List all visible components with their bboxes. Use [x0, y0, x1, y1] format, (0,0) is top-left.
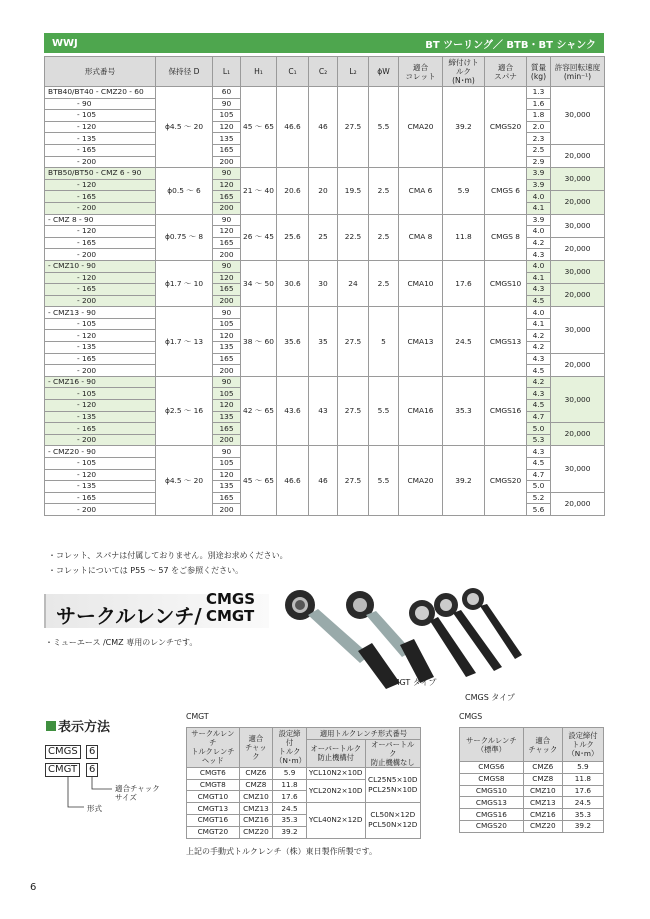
model-number-cell: - 200 — [45, 156, 156, 168]
model-number-cell: - 120 — [45, 121, 156, 133]
model-number-cell: - 200 — [45, 202, 156, 214]
collet-cell: CMA 6 — [399, 168, 443, 214]
model-number-cell: - 90 — [45, 98, 156, 110]
model-number-cell: - 165 — [45, 284, 156, 296]
label-type: 形式 — [87, 804, 102, 813]
cmgs-table-title: CMGS — [459, 712, 483, 721]
table-row — [187, 803, 421, 815]
mass-cell: 4.3 — [527, 353, 551, 365]
header-cell: 適合 コレット — [399, 57, 443, 87]
l1-cell: 105 — [213, 318, 241, 330]
clamp-range-cell: ϕ4.5 ～ 20 — [156, 446, 213, 516]
h1-cell: 42 ～ 65 — [241, 376, 277, 446]
rpm-cell: 30,000 — [551, 376, 605, 422]
c1-cell: 46.6 — [277, 446, 309, 516]
header-cell: 設定締付 トルク （N･m） — [273, 728, 307, 768]
model-number-cell: - CMZ16 - 90 — [45, 376, 156, 388]
header-cell: ϕW — [369, 57, 399, 87]
collet-cell: CMA 8 — [399, 214, 443, 260]
clamp-range-cell: ϕ2.5 ～ 16 — [156, 376, 213, 446]
cmgt-cell: CMGT13 — [187, 803, 240, 815]
table-row — [460, 820, 604, 832]
page-number: 6 — [30, 882, 37, 893]
mass-cell: 5.3 — [527, 434, 551, 446]
collet-cell: CMA16 — [399, 376, 443, 446]
clamp-range-cell: ϕ0.75 ～ 8 — [156, 214, 213, 260]
collet-cell: CMA20 — [399, 446, 443, 516]
cmgs-caption: CMGS タイプ — [465, 693, 515, 702]
cmgs-cell: CMZ6 — [523, 762, 562, 774]
c1-cell: 46.6 — [277, 87, 309, 168]
clamp-range-cell: ϕ4.5 ～ 20 — [156, 87, 213, 168]
mass-cell: 5.6 — [527, 504, 551, 516]
l1-cell: 135 — [213, 481, 241, 493]
rpm-cell: 30,000 — [551, 260, 605, 283]
rpm-cell: 30,000 — [551, 168, 605, 191]
l1-cell: 120 — [213, 272, 241, 284]
mass-cell: 4.2 — [527, 237, 551, 249]
model-number-cell: - CMZ 8 - 90 — [45, 214, 156, 226]
model-number-cell: - 120 — [45, 179, 156, 191]
mass-cell: 4.1 — [527, 202, 551, 214]
torque-cell: 11.8 — [443, 214, 485, 260]
l1-cell: 200 — [213, 202, 241, 214]
over-torque-cell: YCL10N2×10D — [306, 767, 365, 779]
cmgt-cell: 24.5 — [273, 803, 307, 815]
model-number-cell: - 200 — [45, 504, 156, 516]
section-title-codes — [206, 591, 255, 625]
l1-cell: 90 — [213, 98, 241, 110]
cmgs-cell: 35.3 — [562, 809, 603, 821]
cmgs-cell: CMZ16 — [523, 809, 562, 821]
cmgt-cell: CMZ6 — [239, 767, 273, 779]
model-number-cell: - 105 — [45, 110, 156, 122]
model-number-cell: - 105 — [45, 388, 156, 400]
model-number-cell: - 135 — [45, 342, 156, 354]
mass-cell: 4.3 — [527, 249, 551, 261]
header-cell: 適用トルクレンチ形式番号 — [306, 728, 420, 740]
cmgt-cell: 5.9 — [273, 767, 307, 779]
header-cell: サークルレンチ （標準） — [460, 728, 524, 762]
torque-cell: 17.6 — [443, 260, 485, 306]
l1-cell: 165 — [213, 237, 241, 249]
table-row — [460, 762, 604, 774]
model-number-cell: - 120 — [45, 226, 156, 238]
header-cell: オーバートルク 防止機構なし — [365, 739, 420, 767]
rpm-cell: 30,000 — [551, 446, 605, 492]
w-cell: 5 — [369, 307, 399, 377]
l1-cell: 90 — [213, 307, 241, 319]
model-number-cell: - 165 — [45, 191, 156, 203]
l1-cell: 165 — [213, 144, 241, 156]
l1-cell: 200 — [213, 504, 241, 516]
cmgs-table — [459, 727, 604, 833]
h1-cell: 26 ～ 45 — [241, 214, 277, 260]
c2-cell: 46 — [309, 446, 338, 516]
l2-cell: 27.5 — [338, 376, 369, 446]
mass-cell: 1.8 — [527, 110, 551, 122]
mass-cell: 4.7 — [527, 469, 551, 481]
header-row — [460, 728, 604, 762]
mass-cell: 4.0 — [527, 226, 551, 238]
header-cell: L₁ — [213, 57, 241, 87]
l1-cell: 165 — [213, 191, 241, 203]
model-number-cell: - 200 — [45, 365, 156, 377]
mass-cell: 4.3 — [527, 284, 551, 296]
mass-cell: 2.3 — [527, 133, 551, 145]
table-row — [460, 785, 604, 797]
table-row — [45, 168, 605, 180]
model-number-cell: - CMZ20 - 90 — [45, 446, 156, 458]
mass-cell: 3.9 — [527, 179, 551, 191]
torque-cell: 24.5 — [443, 307, 485, 377]
collet-cell: CMA13 — [399, 307, 443, 377]
w-cell: 2.5 — [369, 214, 399, 260]
mass-cell: 4.5 — [527, 400, 551, 412]
l2-cell: 24 — [338, 260, 369, 306]
cmgs-cell: CMGS10 — [460, 785, 524, 797]
model-number-cell: - 135 — [45, 411, 156, 423]
header-cell: サークルレンチ トルクレンチ ヘッド — [187, 728, 240, 768]
header-cell: 適合 チャック — [523, 728, 562, 762]
over-torque-cell: YCL40N2×12D — [306, 803, 365, 838]
l1-cell: 120 — [213, 330, 241, 342]
code-cmgt: CMGT — [206, 607, 255, 625]
rpm-cell: 20,000 — [551, 492, 605, 515]
h1-cell: 21 ～ 40 — [241, 168, 277, 214]
w-cell: 5.5 — [369, 446, 399, 516]
l1-cell: 200 — [213, 249, 241, 261]
mass-cell: 4.3 — [527, 388, 551, 400]
model-number-cell: - 200 — [45, 295, 156, 307]
spec-table — [44, 56, 605, 516]
model-number-cell: - 120 — [45, 272, 156, 284]
rpm-cell: 30,000 — [551, 214, 605, 237]
mass-cell: 4.1 — [527, 318, 551, 330]
model-number-cell: - 165 — [45, 353, 156, 365]
note-1: ・コレット、スパナは付属しておりません。別途お求めください。 — [48, 551, 288, 560]
header-cell: 許容回転速度 (min⁻¹) — [551, 57, 605, 87]
rpm-cell: 30,000 — [551, 307, 605, 353]
w-cell: 5.5 — [369, 87, 399, 168]
mass-cell: 5.2 — [527, 492, 551, 504]
l1-cell: 135 — [213, 342, 241, 354]
cmgs-cell: CMZ13 — [523, 797, 562, 809]
table-row — [45, 214, 605, 226]
section-title — [44, 590, 269, 628]
no-over-torque-cell: CL25N5×10D PCL25N×10D — [365, 767, 420, 802]
mass-cell: 3.9 — [527, 214, 551, 226]
c2-cell: 30 — [309, 260, 338, 306]
mass-cell: 4.7 — [527, 411, 551, 423]
cmgt-cell: 11.8 — [273, 779, 307, 791]
l1-cell: 120 — [213, 226, 241, 238]
cmgt-cell: CMGT10 — [187, 791, 240, 803]
cmgt-cell: 17.6 — [273, 791, 307, 803]
rpm-cell: 20,000 — [551, 237, 605, 260]
c2-cell: 35 — [309, 307, 338, 377]
model-number-cell: - 200 — [45, 434, 156, 446]
notes — [48, 548, 288, 578]
c2-cell: 43 — [309, 376, 338, 446]
rpm-cell: 20,000 — [551, 423, 605, 446]
l1-cell: 90 — [213, 260, 241, 272]
header-cell: 設定締付 トルク （N･m） — [562, 728, 603, 762]
header-cell: 締付けトルク (N･m) — [443, 57, 485, 87]
code-box-cmgt: CMGT — [45, 763, 80, 777]
model-number-cell: - 165 — [45, 237, 156, 249]
header-cell: 質量 (kg) — [527, 57, 551, 87]
mass-cell: 2.0 — [527, 121, 551, 133]
model-number-cell: - 165 — [45, 144, 156, 156]
h1-cell: 38 ～ 60 — [241, 307, 277, 377]
clamp-range-cell: ϕ0.5 ～ 6 — [156, 168, 213, 214]
rpm-cell: 20,000 — [551, 353, 605, 376]
cmgt-cell: CMZ13 — [239, 803, 273, 815]
mass-cell: 4.5 — [527, 365, 551, 377]
l2-cell: 27.5 — [338, 446, 369, 516]
cmgs-cell: CMGS16 — [460, 809, 524, 821]
c2-cell: 46 — [309, 87, 338, 168]
rpm-cell: 20,000 — [551, 191, 605, 214]
mass-cell: 4.1 — [527, 272, 551, 284]
cmgs-cell: 39.2 — [562, 820, 603, 832]
header-right: BT ツーリング／ BTB・BT シャンク — [425, 39, 596, 51]
mass-cell: 4.0 — [527, 191, 551, 203]
table-row — [460, 809, 604, 821]
model-number-cell: - 105 — [45, 458, 156, 470]
model-number-cell: - 120 — [45, 400, 156, 412]
l1-cell: 135 — [213, 411, 241, 423]
table-row — [460, 773, 604, 785]
model-number-cell: - 120 — [45, 330, 156, 342]
mass-cell: 4.2 — [527, 376, 551, 388]
model-number-cell: - 135 — [45, 481, 156, 493]
model-number-cell: BTB40/BT40 - CMZ20 - 60 — [45, 87, 156, 99]
header-cell: オーバートルク 防止機構付 — [306, 739, 365, 767]
header-cell: H₁ — [241, 57, 277, 87]
mass-cell: 4.5 — [527, 458, 551, 470]
label-chuck-size: 適合チャック サイズ — [115, 784, 160, 802]
l2-cell: 27.5 — [338, 87, 369, 168]
cmgs-cell: CMGS6 — [460, 762, 524, 774]
model-number-cell: - 165 — [45, 423, 156, 435]
model-number-cell: BTB50/BT50 - CMZ 6 - 90 — [45, 168, 156, 180]
h1-cell: 45 ～ 65 — [241, 446, 277, 516]
c1-cell: 30.6 — [277, 260, 309, 306]
l2-cell: 22.5 — [338, 214, 369, 260]
mass-cell: 4.0 — [527, 307, 551, 319]
w-cell: 5.5 — [369, 376, 399, 446]
w-cell: 2.5 — [369, 260, 399, 306]
mass-cell: 4.2 — [527, 342, 551, 354]
model-number-cell: - 135 — [45, 133, 156, 145]
over-torque-cell: YCL20N2×10D — [306, 779, 365, 803]
clamp-range-cell: ϕ1.7 ～ 10 — [156, 260, 213, 306]
cmgt-cell: CMZ20 — [239, 826, 273, 838]
cmgt-caption: CMGT タイプ — [387, 678, 437, 687]
mass-cell: 2.5 — [527, 144, 551, 156]
header-row — [187, 728, 421, 740]
cmgt-cell: CMZ16 — [239, 814, 273, 826]
mass-cell: 1.3 — [527, 87, 551, 99]
no-over-torque-cell: CL50N×12D PCL50N×12D — [365, 803, 420, 838]
header-cell: 形式番号 — [45, 57, 156, 87]
display-method-title: 表示方法 — [46, 716, 110, 735]
l1-cell: 200 — [213, 156, 241, 168]
cmgt-cell: 35.3 — [273, 814, 307, 826]
torque-cell: 39.2 — [443, 87, 485, 168]
h1-cell: 45 ～ 65 — [241, 87, 277, 168]
l1-cell: 200 — [213, 434, 241, 446]
torque-cell: 39.2 — [443, 446, 485, 516]
cmgs-cell: 5.9 — [562, 762, 603, 774]
l2-cell: 19.5 — [338, 168, 369, 214]
mass-cell: 4.0 — [527, 260, 551, 272]
cmgs-cell: CMZ10 — [523, 785, 562, 797]
table-row — [45, 376, 605, 388]
cmgs-cell: 11.8 — [562, 773, 603, 785]
section-note: ・ミューエース /CMZ 専用のレンチです。 — [45, 638, 198, 647]
cmgt-cell: CMGT16 — [187, 814, 240, 826]
cmgt-cell: CMGT6 — [187, 767, 240, 779]
header-cell: L₂ — [338, 57, 369, 87]
c2-cell: 20 — [309, 168, 338, 214]
table-row — [45, 87, 605, 99]
table-row — [45, 446, 605, 458]
l2-cell: 27.5 — [338, 307, 369, 377]
cmgs-cell: 24.5 — [562, 797, 603, 809]
model-number-cell: - 105 — [45, 318, 156, 330]
code-cmgs: CMGS — [206, 590, 256, 608]
rpm-cell: 20,000 — [551, 144, 605, 167]
cmgt-table — [186, 727, 421, 839]
mass-cell: 2.9 — [527, 156, 551, 168]
header-cell: C₂ — [309, 57, 338, 87]
c1-cell: 35.6 — [277, 307, 309, 377]
wrench-photo — [270, 585, 610, 695]
mass-cell: 4.3 — [527, 446, 551, 458]
l1-cell: 90 — [213, 214, 241, 226]
model-number-cell: - 120 — [45, 469, 156, 481]
code-box-size-1: 6 — [86, 745, 98, 759]
l1-cell: 200 — [213, 365, 241, 377]
l1-cell: 105 — [213, 110, 241, 122]
table-row — [45, 260, 605, 272]
code-box-size-2: 6 — [86, 763, 98, 777]
l1-cell: 105 — [213, 458, 241, 470]
cmgt-table-title: CMGT — [186, 712, 209, 721]
cmgt-cell: CMZ10 — [239, 791, 273, 803]
l1-cell: 120 — [213, 179, 241, 191]
section-title-text: サークルレンチ/ — [56, 604, 202, 628]
section-header-bar — [44, 33, 604, 53]
l1-cell: 200 — [213, 295, 241, 307]
c2-cell: 25 — [309, 214, 338, 260]
l1-cell: 90 — [213, 376, 241, 388]
cmgs-cell: CMGS13 — [460, 797, 524, 809]
spanner-cell: CMGS20 — [485, 446, 527, 516]
footnote: 上記の手動式トルクレンチ（株）東日製作所製です。 — [186, 847, 377, 856]
mass-cell: 4.5 — [527, 295, 551, 307]
clamp-range-cell: ϕ1.7 ～ 13 — [156, 307, 213, 377]
l1-cell: 135 — [213, 133, 241, 145]
spanner-cell: CMGS 8 — [485, 214, 527, 260]
l1-cell: 120 — [213, 121, 241, 133]
l1-cell: 165 — [213, 284, 241, 296]
square-icon — [46, 721, 56, 731]
l1-cell: 90 — [213, 446, 241, 458]
c1-cell: 25.6 — [277, 214, 309, 260]
l1-cell: 120 — [213, 400, 241, 412]
header-left: WWJ — [52, 37, 78, 49]
cmgs-cell: CMZ20 — [523, 820, 562, 832]
l1-cell: 90 — [213, 168, 241, 180]
cmgt-wrench-image — [285, 590, 437, 689]
model-number-cell: - CMZ10 - 90 — [45, 260, 156, 272]
table-row — [460, 797, 604, 809]
mass-cell: 3.9 — [527, 168, 551, 180]
spanner-cell: CMGS20 — [485, 87, 527, 168]
cmgs-cell: CMGS8 — [460, 773, 524, 785]
cmgt-cell: CMGT20 — [187, 826, 240, 838]
code-box-cmgs: CMGS — [45, 745, 81, 759]
torque-cell: 35.3 — [443, 376, 485, 446]
cmgs-cell: CMGS20 — [460, 820, 524, 832]
header-cell: 適合 チャック — [239, 728, 273, 768]
w-cell: 2.5 — [369, 168, 399, 214]
collet-cell: CMA20 — [399, 87, 443, 168]
spanner-cell: CMGS13 — [485, 307, 527, 377]
table-row — [45, 307, 605, 319]
h1-cell: 34 ～ 50 — [241, 260, 277, 306]
model-number-cell: - 165 — [45, 492, 156, 504]
spanner-cell: CMGS10 — [485, 260, 527, 306]
rpm-cell: 30,000 — [551, 87, 605, 145]
table-row — [187, 767, 421, 779]
cmgs-cell: CMZ8 — [523, 773, 562, 785]
mass-cell: 5.0 — [527, 481, 551, 493]
l1-cell: 165 — [213, 353, 241, 365]
mass-cell: 4.2 — [527, 330, 551, 342]
l1-cell: 165 — [213, 423, 241, 435]
model-number-cell: - 200 — [45, 249, 156, 261]
header-cell: 保持径 D — [156, 57, 213, 87]
collet-cell: CMA10 — [399, 260, 443, 306]
l1-cell: 60 — [213, 87, 241, 99]
header-cell: C₁ — [277, 57, 309, 87]
spanner-cell: CMGS16 — [485, 376, 527, 446]
cmgt-cell: CMGT8 — [187, 779, 240, 791]
mass-cell: 1.6 — [527, 98, 551, 110]
cmgt-cell: 39.2 — [273, 826, 307, 838]
header-cell: 適合 スパナ — [485, 57, 527, 87]
c1-cell: 43.6 — [277, 376, 309, 446]
c1-cell: 20.6 — [277, 168, 309, 214]
rpm-cell: 20,000 — [551, 284, 605, 307]
cmgs-cell: 17.6 — [562, 785, 603, 797]
l1-cell: 120 — [213, 469, 241, 481]
note-2: ・コレットについては P55 ～ 57 をご参照ください。 — [48, 566, 244, 575]
model-number-cell: - CMZ13 - 90 — [45, 307, 156, 319]
l1-cell: 105 — [213, 388, 241, 400]
spanner-cell: CMGS 6 — [485, 168, 527, 214]
l1-cell: 165 — [213, 492, 241, 504]
torque-cell: 5.9 — [443, 168, 485, 214]
mass-cell: 5.0 — [527, 423, 551, 435]
cmgt-cell: CMZ8 — [239, 779, 273, 791]
